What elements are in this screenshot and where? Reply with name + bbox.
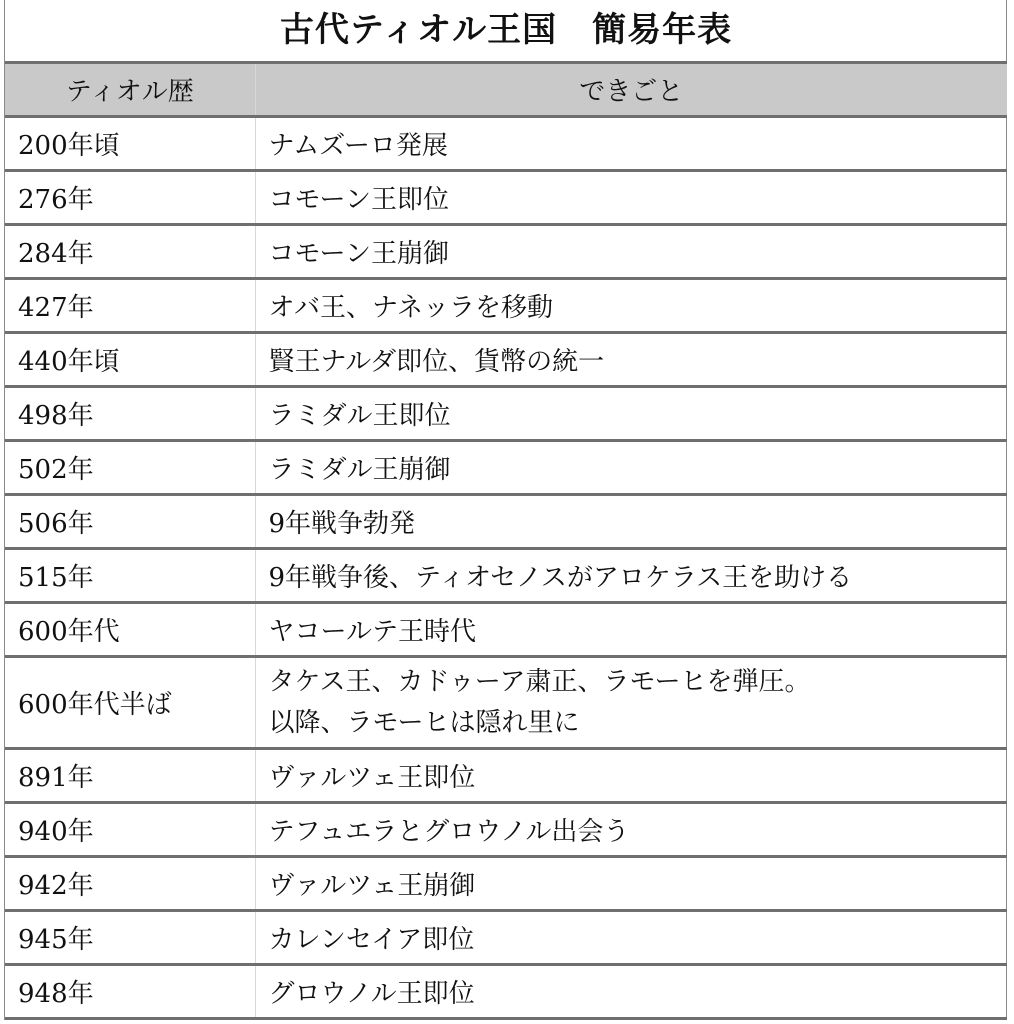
event-cell: 賢王ナルダ即位、貨幣の統一 <box>255 333 1007 387</box>
event-cell: コモーン王即位 <box>255 171 1007 225</box>
event-cell: カレンセイア即位 <box>255 911 1007 965</box>
table-row <box>5 657 1007 749</box>
year-cell: 276年 <box>5 171 255 225</box>
year-cell: 945年 <box>5 911 255 965</box>
table-row <box>5 117 1007 171</box>
table-header-row <box>5 63 1007 117</box>
year-cell: 498年 <box>5 387 255 441</box>
event-cell: ヤコールテ王時代 <box>255 603 1007 657</box>
event-cell: テフュエラとグロウノル出会う <box>255 803 1007 857</box>
table-row <box>5 225 1007 279</box>
table-row <box>5 857 1007 911</box>
year-cell: 600年代 <box>5 603 255 657</box>
year-cell: 440年頃 <box>5 333 255 387</box>
year-cell: 948年 <box>5 965 255 1019</box>
year-cell: 506年 <box>5 495 255 549</box>
chronology-table <box>5 61 1007 1020</box>
event-cell: ヴァルツェ王崩御 <box>255 857 1007 911</box>
table-row <box>5 965 1007 1019</box>
event-cell: ヴァルツェ王即位 <box>255 749 1007 803</box>
year-cell: 942年 <box>5 857 255 911</box>
event-cell: 9年戦争勃発 <box>255 495 1007 549</box>
year-cell: 891年 <box>5 749 255 803</box>
table-row <box>5 333 1007 387</box>
event-cell: ナムズーロ発展 <box>255 117 1007 171</box>
event-cell: ラミダル王即位 <box>255 387 1007 441</box>
event-cell <box>255 657 1007 749</box>
year-cell: 284年 <box>5 225 255 279</box>
year-cell: 600年代半ば <box>5 657 255 749</box>
event-cell: 9年戦争後、ティオセノスがアロケラス王を助ける <box>255 549 1007 603</box>
year-cell: 502年 <box>5 441 255 495</box>
column-header-event: できごと <box>255 63 1007 117</box>
table-row <box>5 749 1007 803</box>
table-row <box>5 803 1007 857</box>
event-line-2: 以降、ラモーヒは隠れ里に <box>268 707 580 738</box>
year-cell: 515年 <box>5 549 255 603</box>
page-title: 古代ティオル王国 簡易年表 <box>279 10 733 50</box>
table-row <box>5 495 1007 549</box>
event-cell: グロウノル王即位 <box>255 965 1007 1019</box>
column-header-year: ティオル歴 <box>5 63 255 117</box>
event-cell: ラミダル王崩御 <box>255 441 1007 495</box>
event-cell: オバ王、ナネッラを移動 <box>255 279 1007 333</box>
table-row <box>5 603 1007 657</box>
year-cell: 940年 <box>5 803 255 857</box>
table-row <box>5 441 1007 495</box>
event-cell: コモーン王崩御 <box>255 225 1007 279</box>
table-row <box>5 279 1007 333</box>
year-cell: 427年 <box>5 279 255 333</box>
table-row <box>5 387 1007 441</box>
event-line-1: タケス王、カドゥーア粛正、ラモーヒを弾圧。 <box>268 666 811 697</box>
year-cell: 200年頃 <box>5 117 255 171</box>
table-row <box>5 171 1007 225</box>
table-row <box>5 911 1007 965</box>
table-row <box>5 549 1007 603</box>
